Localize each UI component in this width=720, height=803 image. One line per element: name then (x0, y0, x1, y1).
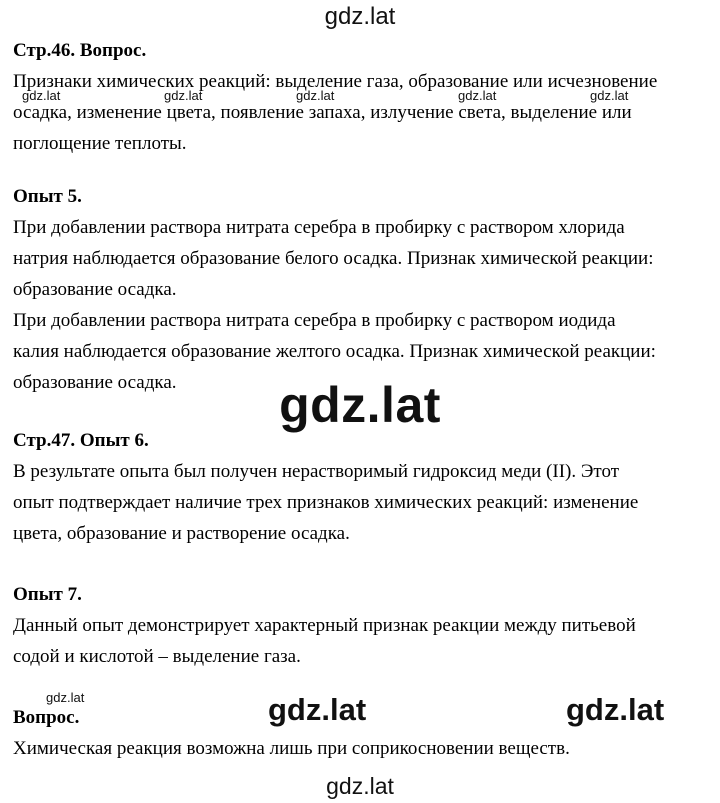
section-page47-question (13, 702, 713, 764)
text-line: В результате опыта был получен нерастворимый гидроксид меди (II). Этот (13, 461, 620, 482)
text-line: осадка, изменение цвета, появление запаха, излучение света, выделение или (13, 102, 632, 123)
watermark-small: gdz.lat (46, 690, 85, 705)
text-line: образование осадка. (13, 372, 177, 393)
watermark-small: gdz.lat (296, 88, 335, 103)
text-line: содой и кислотой – выделение газа. (13, 646, 301, 667)
watermark-medium: gdz.lat (268, 692, 367, 727)
text-line: натрия наблюдается образование белого осадка. Признак химической реакции: (13, 248, 654, 269)
text-line: поглощение теплоты. (13, 133, 187, 154)
section-heading: Стр.47. Опыт 6. (13, 430, 149, 451)
watermark-small: gdz.lat (590, 88, 629, 103)
text-line: образование осадка. (13, 279, 177, 300)
section-experiment-7 (13, 579, 713, 672)
text-line: калия наблюдается образование желтого осадка. Признак химической реакции: (13, 341, 656, 362)
section-heading: Вопрос. (13, 707, 80, 728)
text-line: Признаки химических реакций: выделение газа, образование или исчезновение (13, 71, 658, 92)
watermark-small: gdz.lat (164, 88, 203, 103)
text-line: Химическая реакция возможна лишь при соприкосновении веществ. (13, 738, 570, 759)
watermark-medium: gdz.lat (566, 692, 665, 727)
watermark-small: gdz.lat (458, 88, 497, 103)
text-line: При добавлении раствора нитрата серебра в пробирку с раствором иодида (13, 310, 616, 331)
section-heading: Стр.46. Вопрос. (13, 40, 147, 61)
text-line: цвета, образование и растворение осадка. (13, 523, 350, 544)
watermark-top: gdz.lat (324, 3, 396, 30)
section-experiment-6 (13, 425, 713, 549)
section-heading: Опыт 5. (13, 186, 82, 207)
watermark-big: gdz.lat (279, 377, 441, 433)
section-heading: Опыт 7. (13, 584, 82, 605)
text-line: Данный опыт демонстрирует характерный признак реакции между питьевой (13, 615, 636, 636)
watermark-small: gdz.lat (22, 88, 61, 103)
text-line: При добавлении раствора нитрата серебра в пробирку с раствором хлорида (13, 217, 625, 238)
watermark-bottom: gdz.lat (326, 773, 394, 799)
text-line: опыт подтверждает наличие трех признаков химических реакций: изменение (13, 492, 639, 513)
section-experiment-5 (13, 181, 713, 398)
